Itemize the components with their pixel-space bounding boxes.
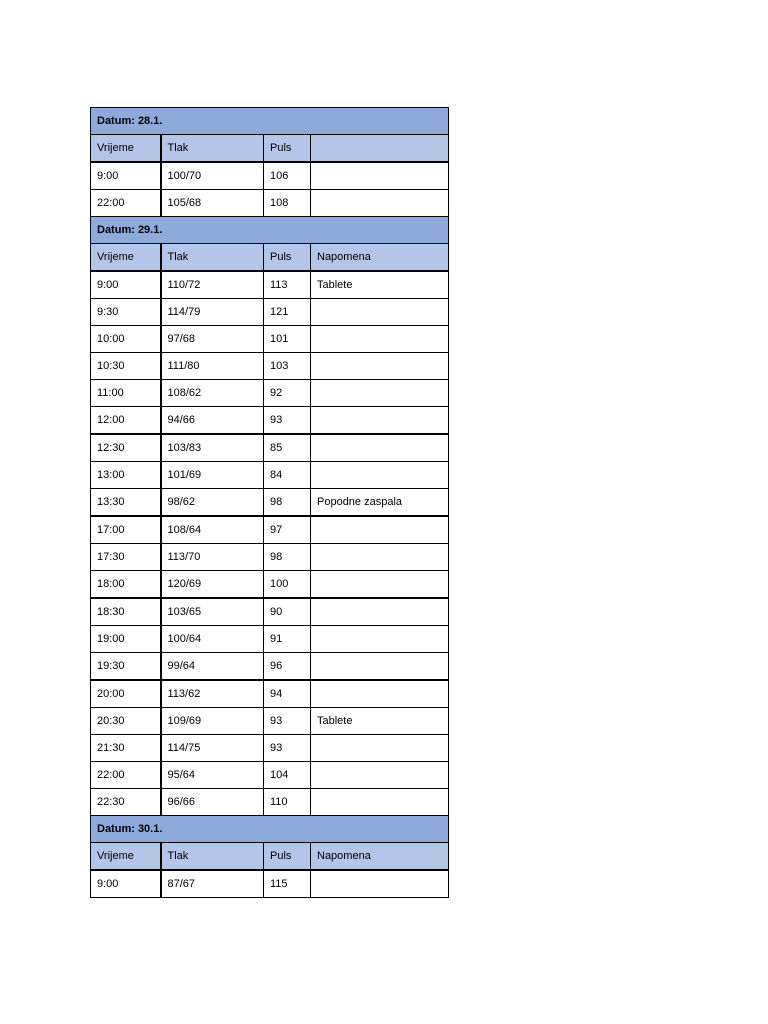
table-row [91, 762, 449, 789]
tlak-cell: 113/70 [161, 544, 264, 571]
tlak-cell: 87/67 [161, 870, 264, 898]
column-header-row [91, 843, 449, 871]
time-cell: 22:30 [91, 789, 161, 816]
table-row [91, 407, 449, 435]
note-cell [311, 326, 449, 353]
time-cell: 9:00 [91, 271, 161, 299]
tlak-cell: 97/68 [161, 326, 264, 353]
time-cell: 17:30 [91, 544, 161, 571]
tlak-cell: 108/64 [161, 516, 264, 544]
header-tlak: Tlak [161, 244, 264, 272]
puls-cell: 90 [264, 598, 311, 626]
tlak-cell: 98/62 [161, 489, 264, 517]
puls-cell: 100 [264, 571, 311, 599]
time-cell: 9:30 [91, 299, 161, 326]
note-cell [311, 680, 449, 708]
puls-cell: 92 [264, 380, 311, 407]
tlak-cell: 96/66 [161, 789, 264, 816]
puls-cell: 106 [264, 162, 311, 190]
tlak-cell: 111/80 [161, 353, 264, 380]
blood-pressure-table [90, 107, 449, 898]
header-napomena: Napomena [311, 843, 449, 871]
header-napomena: Napomena [311, 244, 449, 272]
puls-cell: 101 [264, 326, 311, 353]
note-cell [311, 870, 449, 898]
header-vrijeme: Vrijeme [91, 135, 161, 163]
header-vrijeme: Vrijeme [91, 843, 161, 871]
table-row [91, 162, 449, 190]
puls-cell: 115 [264, 870, 311, 898]
tlak-cell: 103/65 [161, 598, 264, 626]
header-puls: Puls [264, 843, 311, 871]
puls-cell: 96 [264, 653, 311, 681]
table-row [91, 380, 449, 407]
header-tlak: Tlak [161, 843, 264, 871]
tlak-cell: 100/70 [161, 162, 264, 190]
puls-cell: 113 [264, 271, 311, 299]
tlak-cell: 113/62 [161, 680, 264, 708]
table-row [91, 190, 449, 217]
puls-cell: 104 [264, 762, 311, 789]
tlak-cell: 94/66 [161, 407, 264, 435]
time-cell: 19:00 [91, 626, 161, 653]
note-cell [311, 162, 449, 190]
note-cell [311, 380, 449, 407]
note-cell [311, 735, 449, 762]
note-cell [311, 516, 449, 544]
note-cell [311, 190, 449, 217]
time-cell: 13:30 [91, 489, 161, 517]
date-label: Datum: 29.1. [91, 217, 449, 244]
time-cell: 17:00 [91, 516, 161, 544]
tlak-cell: 108/62 [161, 380, 264, 407]
time-cell: 11:00 [91, 380, 161, 407]
note-cell [311, 407, 449, 435]
time-cell: 9:00 [91, 162, 161, 190]
header-puls: Puls [264, 135, 311, 163]
table-row [91, 708, 449, 735]
date-label: Datum: 30.1. [91, 816, 449, 843]
puls-cell: 103 [264, 353, 311, 380]
table-row [91, 598, 449, 626]
date-row [91, 816, 449, 843]
puls-cell: 98 [264, 489, 311, 517]
table-row [91, 870, 449, 898]
tlak-cell: 109/69 [161, 708, 264, 735]
column-header-row [91, 244, 449, 272]
note-cell: Popodne zaspala [311, 489, 449, 517]
date-row [91, 217, 449, 244]
time-cell: 22:00 [91, 190, 161, 217]
table-row [91, 789, 449, 816]
note-cell [311, 299, 449, 326]
puls-cell: 121 [264, 299, 311, 326]
table-row [91, 462, 449, 489]
puls-cell: 110 [264, 789, 311, 816]
puls-cell: 85 [264, 434, 311, 462]
time-cell: 13:00 [91, 462, 161, 489]
note-cell: Tablete [311, 271, 449, 299]
table-row [91, 571, 449, 599]
header-vrijeme: Vrijeme [91, 244, 161, 272]
tlak-cell: 101/69 [161, 462, 264, 489]
note-cell [311, 544, 449, 571]
date-label: Datum: 28.1. [91, 108, 449, 135]
table-row [91, 516, 449, 544]
puls-cell: 84 [264, 462, 311, 489]
table-row [91, 653, 449, 681]
blood-pressure-log [90, 107, 448, 898]
time-cell: 10:30 [91, 353, 161, 380]
puls-cell: 94 [264, 680, 311, 708]
date-row [91, 108, 449, 135]
tlak-cell: 114/79 [161, 299, 264, 326]
header-puls: Puls [264, 244, 311, 272]
header-napomena [311, 135, 449, 163]
tlak-cell: 114/75 [161, 735, 264, 762]
note-cell [311, 762, 449, 789]
table-row [91, 326, 449, 353]
table-row [91, 271, 449, 299]
tlak-cell: 120/69 [161, 571, 264, 599]
time-cell: 18:30 [91, 598, 161, 626]
note-cell [311, 571, 449, 599]
note-cell [311, 626, 449, 653]
time-cell: 10:00 [91, 326, 161, 353]
puls-cell: 93 [264, 735, 311, 762]
time-cell: 18:00 [91, 571, 161, 599]
tlak-cell: 103/83 [161, 434, 264, 462]
note-cell [311, 653, 449, 681]
log-table-body [91, 108, 449, 898]
time-cell: 9:00 [91, 870, 161, 898]
time-cell: 19:30 [91, 653, 161, 681]
puls-cell: 93 [264, 708, 311, 735]
note-cell [311, 434, 449, 462]
puls-cell: 93 [264, 407, 311, 435]
header-tlak: Tlak [161, 135, 264, 163]
tlak-cell: 105/68 [161, 190, 264, 217]
note-cell [311, 789, 449, 816]
puls-cell: 97 [264, 516, 311, 544]
time-cell: 21:30 [91, 735, 161, 762]
tlak-cell: 110/72 [161, 271, 264, 299]
table-row [91, 434, 449, 462]
table-row [91, 353, 449, 380]
time-cell: 20:00 [91, 680, 161, 708]
note-cell [311, 462, 449, 489]
puls-cell: 91 [264, 626, 311, 653]
puls-cell: 98 [264, 544, 311, 571]
puls-cell: 108 [264, 190, 311, 217]
note-cell [311, 598, 449, 626]
tlak-cell: 99/64 [161, 653, 264, 681]
table-row [91, 680, 449, 708]
table-row [91, 489, 449, 517]
time-cell: 12:00 [91, 407, 161, 435]
table-row [91, 544, 449, 571]
time-cell: 12:30 [91, 434, 161, 462]
table-row [91, 626, 449, 653]
note-cell: Tablete [311, 708, 449, 735]
column-header-row [91, 135, 449, 163]
note-cell [311, 353, 449, 380]
tlak-cell: 100/64 [161, 626, 264, 653]
table-row [91, 299, 449, 326]
tlak-cell: 95/64 [161, 762, 264, 789]
time-cell: 20:30 [91, 708, 161, 735]
time-cell: 22:00 [91, 762, 161, 789]
table-row [91, 735, 449, 762]
